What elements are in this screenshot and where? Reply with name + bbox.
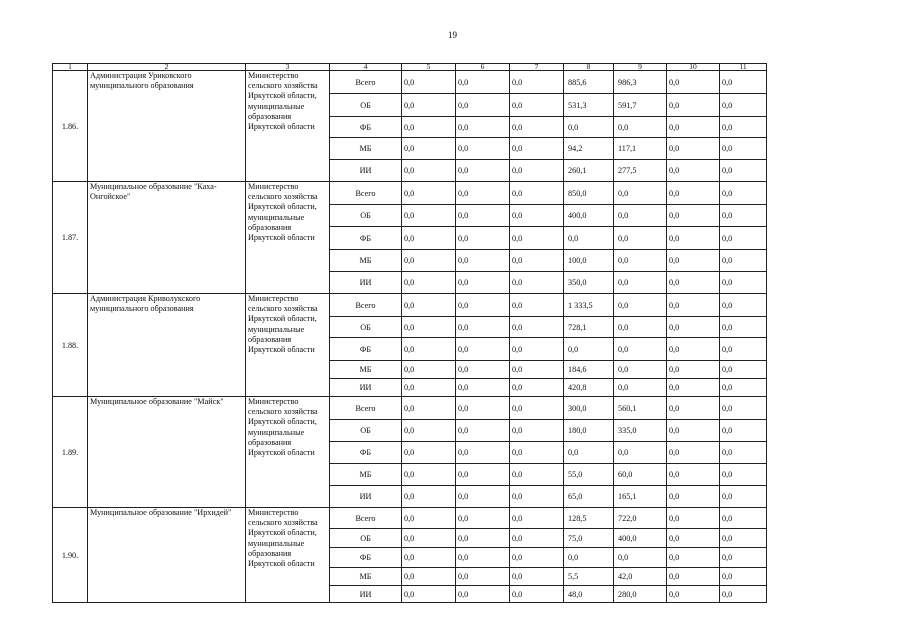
value-cell: 0,0 [720, 420, 767, 442]
value-cell: 0,0 [456, 548, 510, 568]
value-cell: 0,0 [720, 586, 767, 603]
value-cell: 5,5 [564, 568, 614, 586]
value-cell: 48,0 [564, 586, 614, 603]
value-cell: 0,0 [720, 71, 767, 94]
value-cell: 0,0 [720, 529, 767, 548]
table-row [53, 294, 767, 317]
value-cell: 0,0 [456, 379, 510, 397]
value-cell: 0,0 [510, 117, 564, 138]
value-cell: 0,0 [402, 361, 456, 379]
value-cell: 0,0 [456, 508, 510, 529]
funding-source-cell: ИИ [330, 486, 402, 508]
value-cell: 0,0 [402, 117, 456, 138]
value-cell: 0,0 [720, 361, 767, 379]
value-cell: 0,0 [720, 205, 767, 227]
value-cell: 94,2 [564, 138, 614, 160]
value-cell: 0,0 [456, 138, 510, 160]
value-cell: 0,0 [456, 272, 510, 294]
funding-source-cell: Всего [330, 294, 402, 317]
value-cell: 0,0 [402, 182, 456, 205]
value-cell: 260,1 [564, 160, 614, 182]
header-cell: 4 [330, 64, 402, 71]
funding-source-cell: ФБ [330, 548, 402, 568]
value-cell: 0,0 [510, 138, 564, 160]
value-cell: 0,0 [402, 548, 456, 568]
value-cell: 0,0 [456, 529, 510, 548]
value-cell: 0,0 [510, 586, 564, 603]
value-cell: 0,0 [667, 338, 720, 361]
value-cell: 0,0 [402, 420, 456, 442]
header-cell: 5 [402, 64, 456, 71]
value-cell: 0,0 [614, 379, 667, 397]
funding-source-cell: ОБ [330, 420, 402, 442]
value-cell: 0,0 [402, 529, 456, 548]
value-cell: 335,0 [614, 420, 667, 442]
funding-source-cell: ИИ [330, 379, 402, 397]
header-cell: 10 [667, 64, 720, 71]
value-cell: 0,0 [667, 464, 720, 486]
value-cell: 0,0 [667, 294, 720, 317]
table-row [53, 508, 767, 529]
value-cell: 0,0 [614, 250, 667, 272]
value-cell: 0,0 [402, 250, 456, 272]
value-cell: 0,0 [456, 71, 510, 94]
responsible-executor-cell: Министерство сельского хозяйства Иркутской области, муниципальные образования Иркутской области [246, 508, 330, 603]
value-cell: 560,1 [614, 397, 667, 420]
value-cell: 0,0 [510, 317, 564, 338]
funding-source-cell: ФБ [330, 227, 402, 250]
value-cell: 0,0 [510, 250, 564, 272]
value-cell: 0,0 [667, 138, 720, 160]
value-cell: 0,0 [402, 397, 456, 420]
value-cell: 0,0 [667, 117, 720, 138]
value-cell: 850,0 [564, 182, 614, 205]
funding-source-cell: Всего [330, 508, 402, 529]
header-cell: 7 [510, 64, 564, 71]
value-cell: 0,0 [456, 586, 510, 603]
value-cell: 0,0 [456, 486, 510, 508]
value-cell: 0,0 [510, 568, 564, 586]
value-cell: 117,1 [614, 138, 667, 160]
value-cell: 0,0 [510, 272, 564, 294]
value-cell: 0,0 [720, 250, 767, 272]
value-cell: 0,0 [667, 586, 720, 603]
value-cell: 0,0 [614, 317, 667, 338]
value-cell: 0,0 [667, 548, 720, 568]
value-cell: 0,0 [667, 508, 720, 529]
value-cell: 0,0 [720, 464, 767, 486]
funding-source-cell: ИИ [330, 160, 402, 182]
value-cell: 0,0 [720, 568, 767, 586]
value-cell: 0,0 [614, 338, 667, 361]
value-cell: 0,0 [456, 397, 510, 420]
value-cell: 0,0 [402, 379, 456, 397]
item-code-cell: 1.88. [53, 294, 88, 397]
value-cell: 0,0 [614, 205, 667, 227]
value-cell: 0,0 [720, 548, 767, 568]
value-cell: 0,0 [402, 160, 456, 182]
organization-cell: Муниципальное образование "Ирхидей" [88, 508, 246, 603]
value-cell: 0,0 [456, 464, 510, 486]
responsible-executor-cell: Министерство сельского хозяйства Иркутской области, муниципальные образования Иркутской области [246, 182, 330, 294]
value-cell: 0,0 [402, 71, 456, 94]
value-cell: 400,0 [564, 205, 614, 227]
value-cell: 128,5 [564, 508, 614, 529]
value-cell: 0,0 [720, 397, 767, 420]
value-cell: 0,0 [456, 317, 510, 338]
value-cell: 0,0 [614, 294, 667, 317]
value-cell: 0,0 [456, 568, 510, 586]
table-body [53, 64, 767, 603]
value-cell: 0,0 [614, 272, 667, 294]
funding-source-cell: ИИ [330, 272, 402, 294]
header-cell: 11 [720, 64, 767, 71]
value-cell: 0,0 [510, 182, 564, 205]
value-cell: 0,0 [456, 338, 510, 361]
value-cell: 0,0 [667, 94, 720, 117]
value-cell: 0,0 [720, 442, 767, 464]
value-cell: 0,0 [614, 442, 667, 464]
value-cell: 0,0 [667, 160, 720, 182]
value-cell: 400,0 [614, 529, 667, 548]
value-cell: 0,0 [614, 227, 667, 250]
value-cell: 0,0 [402, 317, 456, 338]
header-cell: 1 [53, 64, 88, 71]
funding-source-cell: ФБ [330, 338, 402, 361]
item-code-cell: 1.87. [53, 182, 88, 294]
value-cell: 0,0 [667, 71, 720, 94]
value-cell: 0,0 [456, 420, 510, 442]
value-cell: 0,0 [564, 338, 614, 361]
value-cell: 55,0 [564, 464, 614, 486]
value-cell: 0,0 [510, 464, 564, 486]
value-cell: 591,7 [614, 94, 667, 117]
value-cell: 0,0 [564, 227, 614, 250]
value-cell: 0,0 [667, 182, 720, 205]
value-cell: 0,0 [402, 138, 456, 160]
funding-source-cell: МБ [330, 138, 402, 160]
value-cell: 0,0 [510, 227, 564, 250]
value-cell: 986,3 [614, 71, 667, 94]
value-cell: 0,0 [614, 117, 667, 138]
funding-source-cell: ФБ [330, 442, 402, 464]
value-cell: 0,0 [720, 160, 767, 182]
value-cell: 0,0 [667, 317, 720, 338]
value-cell: 0,0 [456, 94, 510, 117]
value-cell: 100,0 [564, 250, 614, 272]
funding-source-cell: Всего [330, 397, 402, 420]
value-cell: 0,0 [510, 160, 564, 182]
value-cell: 0,0 [456, 160, 510, 182]
header-cell: 9 [614, 64, 667, 71]
value-cell: 885,6 [564, 71, 614, 94]
value-cell: 0,0 [510, 338, 564, 361]
funding-source-cell: ОБ [330, 317, 402, 338]
value-cell: 280,0 [614, 586, 667, 603]
funding-source-cell: ФБ [330, 117, 402, 138]
responsible-executor-cell: Министерство сельского хозяйства Иркутской области, муниципальные образования Иркутской области [246, 71, 330, 182]
value-cell: 0,0 [667, 529, 720, 548]
value-cell: 165,1 [614, 486, 667, 508]
table-row [53, 182, 767, 205]
organization-cell: Муниципальное образование "Майск" [88, 397, 246, 508]
value-cell: 0,0 [667, 379, 720, 397]
value-cell: 42,0 [614, 568, 667, 586]
value-cell: 0,0 [402, 442, 456, 464]
value-cell: 184,6 [564, 361, 614, 379]
value-cell: 0,0 [667, 205, 720, 227]
responsible-executor-cell: Министерство сельского хозяйства Иркутской области, муниципальные образования Иркутской области [246, 294, 330, 397]
value-cell: 0,0 [720, 486, 767, 508]
value-cell: 0,0 [402, 568, 456, 586]
value-cell: 300,0 [564, 397, 614, 420]
value-cell: 0,0 [402, 205, 456, 227]
header-cell: 3 [246, 64, 330, 71]
funding-source-cell: ОБ [330, 529, 402, 548]
value-cell: 0,0 [510, 361, 564, 379]
value-cell: 722,0 [614, 508, 667, 529]
value-cell: 0,0 [456, 442, 510, 464]
value-cell: 0,0 [720, 182, 767, 205]
value-cell: 531,3 [564, 94, 614, 117]
funding-source-cell: Всего [330, 182, 402, 205]
value-cell: 0,0 [402, 464, 456, 486]
value-cell: 0,0 [667, 361, 720, 379]
value-cell: 0,0 [667, 272, 720, 294]
value-cell: 75,0 [564, 529, 614, 548]
value-cell: 0,0 [402, 294, 456, 317]
value-cell: 0,0 [720, 117, 767, 138]
value-cell: 0,0 [402, 272, 456, 294]
value-cell: 0,0 [614, 182, 667, 205]
value-cell: 0,0 [667, 442, 720, 464]
funding-source-cell: МБ [330, 568, 402, 586]
value-cell: 0,0 [456, 294, 510, 317]
value-cell: 0,0 [510, 508, 564, 529]
value-cell: 0,0 [510, 486, 564, 508]
value-cell: 0,0 [456, 250, 510, 272]
value-cell: 0,0 [510, 205, 564, 227]
value-cell: 0,0 [667, 420, 720, 442]
value-cell: 0,0 [402, 338, 456, 361]
value-cell: 0,0 [510, 379, 564, 397]
value-cell: 0,0 [667, 397, 720, 420]
value-cell: 0,0 [667, 250, 720, 272]
value-cell: 420,8 [564, 379, 614, 397]
value-cell: 65,0 [564, 486, 614, 508]
value-cell: 0,0 [456, 182, 510, 205]
value-cell: 0,0 [564, 117, 614, 138]
header-cell: 2 [88, 64, 246, 71]
value-cell: 0,0 [614, 361, 667, 379]
table-row [53, 397, 767, 420]
funding-source-cell: МБ [330, 361, 402, 379]
value-cell: 350,0 [564, 272, 614, 294]
value-cell: 0,0 [564, 442, 614, 464]
funding-source-cell: Всего [330, 71, 402, 94]
header-row [53, 64, 767, 71]
header-cell: 8 [564, 64, 614, 71]
value-cell: 0,0 [402, 227, 456, 250]
funding-source-cell: ОБ [330, 205, 402, 227]
value-cell: 0,0 [720, 272, 767, 294]
organization-cell: Администрация Криволукского муниципального образования [88, 294, 246, 397]
value-cell: 0,0 [510, 294, 564, 317]
value-cell: 0,0 [510, 442, 564, 464]
item-code-cell: 1.89. [53, 397, 88, 508]
value-cell: 0,0 [720, 94, 767, 117]
value-cell: 0,0 [510, 397, 564, 420]
organization-cell: Администрация Уриковского муниципального образования [88, 71, 246, 182]
value-cell: 0,0 [456, 227, 510, 250]
item-code-cell: 1.90. [53, 508, 88, 603]
value-cell: 728,1 [564, 317, 614, 338]
value-cell: 0,0 [510, 529, 564, 548]
value-cell: 0,0 [614, 548, 667, 568]
value-cell: 180,0 [564, 420, 614, 442]
value-cell: 0,0 [402, 586, 456, 603]
value-cell: 0,0 [667, 568, 720, 586]
header-cell: 6 [456, 64, 510, 71]
table-row [53, 71, 767, 94]
value-cell: 0,0 [456, 117, 510, 138]
value-cell: 0,0 [456, 361, 510, 379]
value-cell: 0,0 [510, 548, 564, 568]
value-cell: 0,0 [720, 294, 767, 317]
funding-source-cell: МБ [330, 464, 402, 486]
value-cell: 0,0 [510, 420, 564, 442]
funding-source-cell: МБ [330, 250, 402, 272]
funding-source-cell: ИИ [330, 586, 402, 603]
value-cell: 60,0 [614, 464, 667, 486]
value-cell: 0,0 [720, 317, 767, 338]
value-cell: 0,0 [720, 508, 767, 529]
page-number: 19 [448, 30, 457, 40]
organization-cell: Муниципальное образование "Каха-Онгойское" [88, 182, 246, 294]
item-code-cell: 1.86. [53, 71, 88, 182]
value-cell: 0,0 [510, 94, 564, 117]
value-cell: 0,0 [402, 486, 456, 508]
value-cell: 0,0 [667, 227, 720, 250]
value-cell: 0,0 [402, 94, 456, 117]
value-cell: 0,0 [720, 379, 767, 397]
value-cell: 0,0 [564, 548, 614, 568]
value-cell: 1 333,5 [564, 294, 614, 317]
value-cell: 0,0 [510, 71, 564, 94]
value-cell: 0,0 [720, 338, 767, 361]
value-cell: 0,0 [667, 486, 720, 508]
value-cell: 0,0 [456, 205, 510, 227]
value-cell: 277,5 [614, 160, 667, 182]
value-cell: 0,0 [720, 227, 767, 250]
responsible-executor-cell: Министерство сельского хозяйства Иркутской области, муниципальные образования Иркутской области [246, 397, 330, 508]
funding-source-cell: ОБ [330, 94, 402, 117]
value-cell: 0,0 [402, 508, 456, 529]
funding-table [52, 63, 767, 603]
value-cell: 0,0 [720, 138, 767, 160]
